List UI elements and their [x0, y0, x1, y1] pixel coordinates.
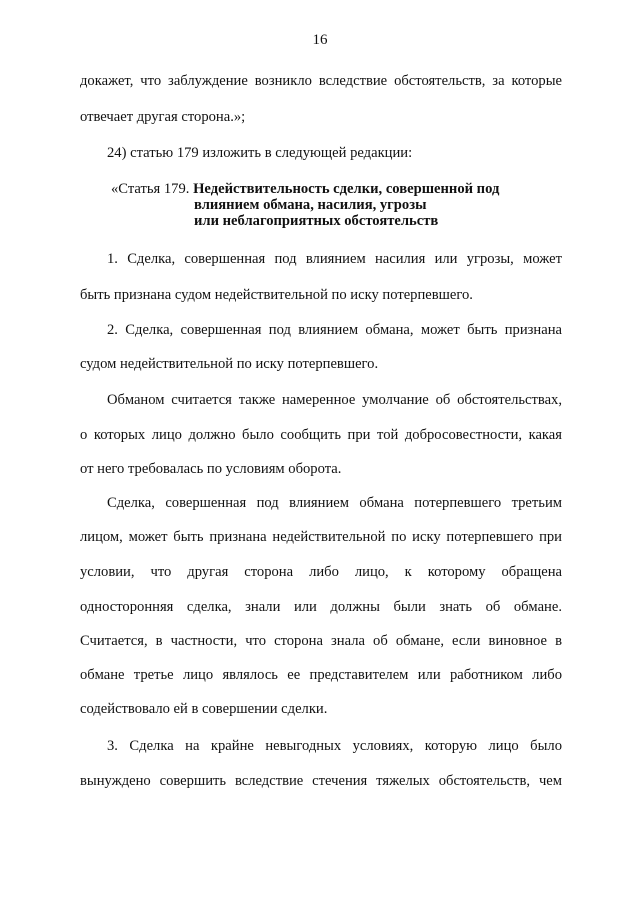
text-line: Сделка, совершенная под влиянием обмана потерпевшего третьим: [107, 495, 562, 511]
text-line: лицом, может быть признана недействительной по иску потерпевшего при: [80, 529, 562, 545]
text-line: содействовало ей в совершении сделки.: [80, 701, 328, 717]
text-line: 3. Сделка на крайне невыгодных условиях, которую лицо было: [107, 738, 562, 754]
text-line: отвечает другая сторона.»;: [80, 109, 246, 125]
text-line: Считается, в частности, что сторона знала об обмане, если виновное в: [80, 633, 562, 649]
text-line: 1. Сделка, совершенная под влиянием насилия или угрозы, может: [107, 251, 562, 267]
text-line: судом недействительной по иску потерпевшего.: [80, 356, 379, 372]
text-line: докажет, что заблуждение возникло вследствие обстоятельств, за которые: [80, 73, 562, 89]
text-line: условии, что другая сторона либо лицо, к которому обращена: [80, 564, 562, 580]
text-line: вынуждено совершить вследствие стечения тяжелых обстоятельств, чем: [80, 773, 562, 789]
text-line: о которых лицо должно было сообщить при той добросовестности, какая: [80, 427, 562, 443]
text-line: 24) статью 179 изложить в следующей редакции:: [107, 145, 413, 161]
text-line: односторонняя сделка, знали или должны были знать об обмане.: [80, 599, 562, 615]
text-line: быть признана судом недействительной по иску потерпевшего.: [80, 287, 473, 303]
article-title: Недействительность сделки, совершенной под: [193, 181, 500, 197]
text-line: 2. Сделка, совершенная под влиянием обмана, может быть признана: [107, 322, 562, 338]
article-title-line: влиянием обмана, насилия, угрозы: [194, 197, 427, 213]
article-title-line: или неблагоприятных обстоятельств: [194, 213, 439, 229]
text-line: Обманом считается также намеренное умолчание об обстоятельствах,: [107, 392, 562, 408]
article-number: «Статья 179.: [111, 181, 194, 197]
text-line: обмане третье лицо являлось ее представителем или работником либо: [80, 667, 562, 683]
text-line: от него требовалась по условиям оборота.: [80, 461, 342, 477]
page-number: 16: [312, 32, 328, 48]
